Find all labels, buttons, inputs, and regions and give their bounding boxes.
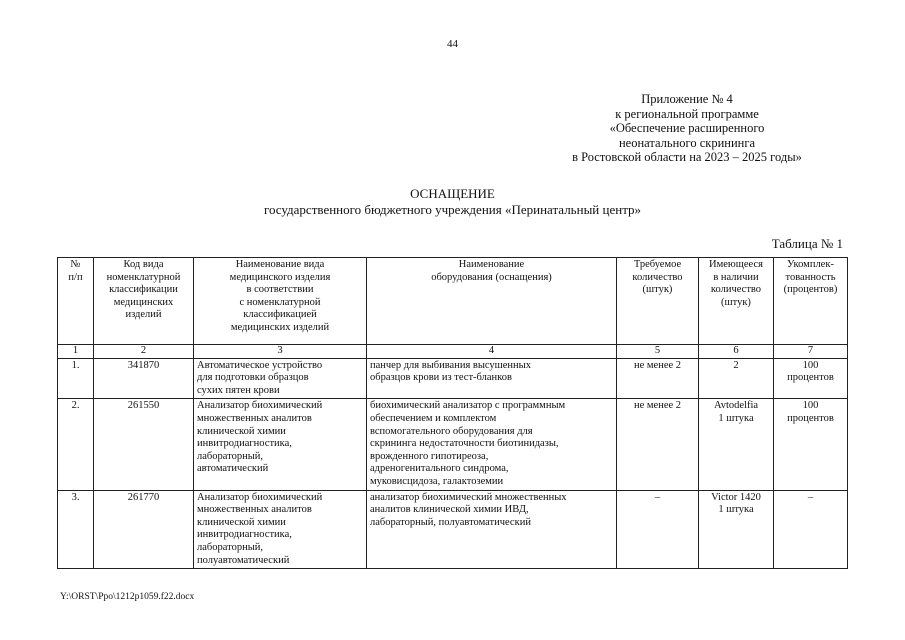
table-header-row (58, 258, 848, 345)
cell-equipment: панчер для выбивания высушенных образцов крови из тест-бланков (367, 358, 617, 399)
column-number: 2 (94, 345, 194, 359)
document-title (0, 186, 905, 218)
appendix-line: неонатального скрининга (618, 135, 756, 150)
appendix-line: в Ростовской области на 2023 – 2025 годы» (572, 150, 802, 165)
cell-device-type: Анализатор биохимический множественных аналитов клинической химии инвитродиагностика, лабораторный, автоматический (194, 399, 367, 490)
appendix-line: к региональной программе (615, 106, 759, 121)
title-subheading: государственного бюджетного учреждения «Перинатальный центр» (263, 202, 642, 217)
cell-required: не менее 2 (617, 399, 699, 490)
header-completeness: Укомплек- тованность (процентов) (774, 258, 848, 345)
appendix-line: Приложение № 4 (641, 92, 733, 106)
column-number: 6 (699, 345, 774, 359)
header-available: Имеющееся в наличии количество (штук) (699, 258, 774, 345)
cell-available: Victor 1420 1 штука (699, 490, 774, 569)
column-number: 7 (774, 345, 848, 359)
header-required: Требуемое количество (штук) (617, 258, 699, 345)
header-device-type: Наименование вида медицинского изделия в соответствии с номенклатурной классификацией медицинских изделий (194, 258, 367, 345)
header-equipment: Наименование оборудования (оснащения) (367, 258, 617, 345)
header-number: № п/п (58, 258, 94, 345)
column-number: 1 (58, 345, 94, 359)
cell-equipment: анализатор биохимический множественных аналитов клинической химии ИВД, лабораторный, полуавтоматический (367, 490, 617, 569)
cell-completeness: – (774, 490, 848, 569)
cell-available: 2 (699, 358, 774, 399)
cell-completeness: 100 процентов (774, 358, 848, 399)
cell-number: 2. (58, 399, 94, 490)
cell-required: не менее 2 (617, 358, 699, 399)
cell-completeness: 100 процентов (774, 399, 848, 490)
cell-code: 261550 (94, 399, 194, 490)
appendix-block (537, 92, 837, 165)
cell-available: Avtodelfia 1 штука (699, 399, 774, 490)
column-number: 5 (617, 345, 699, 359)
cell-number: 3. (58, 490, 94, 569)
cell-required: – (617, 490, 699, 569)
cell-device-type: Анализатор биохимический множественных аналитов клинической химии инвитродиагностика, лабораторный, полуавтоматический (194, 490, 367, 569)
cell-equipment: биохимический анализатор с программным обеспечением и комплектом вспомогательного оборудования для скрининга недостаточности биотинидазы, врожденного гипотиреоза, адреногенитального синдрома, муковисцидоза, галактоземии (367, 399, 617, 490)
table-row (58, 490, 848, 569)
table-row (58, 399, 848, 490)
page-number: 44 (447, 38, 458, 50)
column-number: 3 (194, 345, 367, 359)
cell-device-type: Автоматическое устройство для подготовки образцов сухих пятен крови (194, 358, 367, 399)
appendix-line: «Обеспечение расширенного (609, 121, 765, 136)
cell-code: 341870 (94, 358, 194, 399)
header-code: Код вида номенклатурной классификации медицинских изделий (94, 258, 194, 345)
cell-number: 1. (58, 358, 94, 399)
title-heading: ОСНАЩЕНИЕ (410, 186, 495, 201)
column-number: 4 (367, 345, 617, 359)
equipment-table (57, 257, 848, 569)
cell-code: 261770 (94, 490, 194, 569)
file-path: Y:\ORST\Ppo\1212p1059.f22.docx (60, 592, 195, 602)
table-label: Таблица № 1 (771, 236, 843, 251)
column-number-row (58, 345, 848, 359)
table-row (58, 358, 848, 399)
